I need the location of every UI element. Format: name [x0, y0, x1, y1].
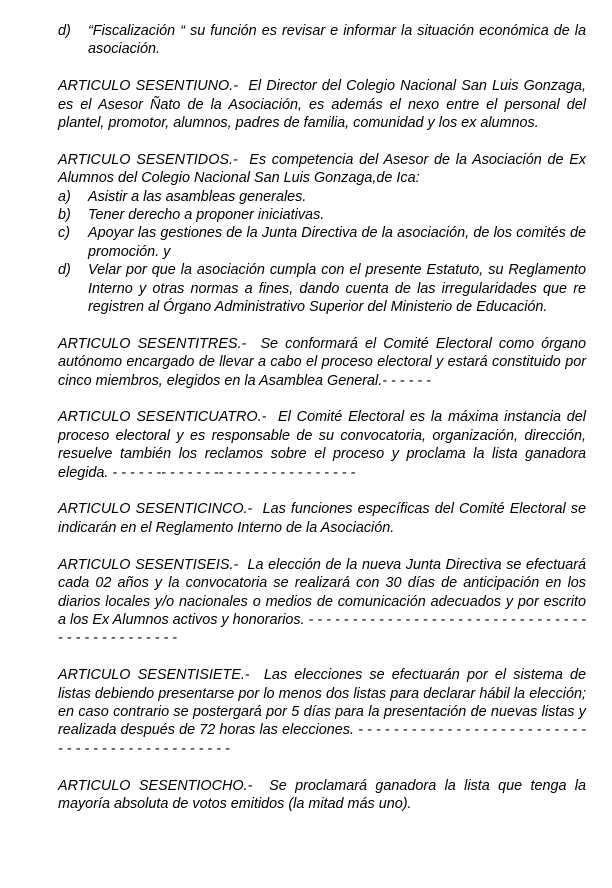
article-sesentidos — [58, 151, 586, 317]
list-marker: a) — [58, 188, 71, 205]
list-item — [58, 224, 586, 261]
article-sesentiuno — [58, 77, 586, 132]
article-paragraph — [58, 408, 586, 482]
list-marker: d) — [58, 262, 71, 279]
article-sesenticuatro — [58, 408, 586, 482]
article-paragraph — [58, 556, 586, 648]
article-sesentisiete — [58, 666, 586, 758]
article-heading: ARTICULO SESENTISIETE.- — [58, 667, 250, 684]
article-heading: ARTICULO SESENTIOCHO.- — [58, 777, 253, 794]
article-paragraph — [58, 335, 586, 390]
list-item-text: Apoyar las gestiones de la Junta Directiva de la asociación, de los comités de promoción. y — [88, 225, 586, 260]
list-marker: c) — [58, 225, 70, 242]
document-page — [58, 22, 586, 832]
article-sesenticinco — [58, 500, 586, 537]
article-text: Las funciones específicas del Comité Electoral se indicarán en el Reglamento Interno de la Asociación. — [58, 501, 587, 536]
article-sesentiocho — [58, 777, 586, 814]
list-item — [58, 206, 586, 224]
list-item-text: “Fiscalización “ su función es revisar e informar la situación económica de la asociación. — [88, 23, 586, 58]
article-text: Se conformará el Comité Electoral como órgano autónomo encargado de llevar a cabo el proceso electoral y estará constituido por cinco miembros, elegidos en la Asamblea General.- - - - - - — [58, 335, 586, 389]
article-heading: ARTICULO SESENTITRES.- — [58, 335, 247, 352]
list-item-text: Asistir a las asambleas generales. — [88, 188, 307, 205]
article-text: El Comité Electoral es la máxima instancia del proceso electoral y es responsable de su convocatoria, organización, dirección, resuelve también los reclamos sobre el proceso y proclama la lista ganadora elegida. - - - - - -- - - - - - -- - - - - - - - - - - - - - - - — [58, 409, 586, 481]
list-marker: d) — [58, 23, 71, 39]
list-marker: b) — [58, 207, 71, 224]
article-paragraph — [58, 666, 586, 758]
intro-list-item — [58, 22, 586, 59]
article-text: La elección de la nueva Junta Directiva se efectuará cada 02 años y la convocatoria se realizará con 30 días de anticipación en los diarios locales y/o nacionales o medios de comunicación adecuados y por escrito a los Ex Alumnos activos y honorarios. - - - - - - - - - - - - - - - - - - - - - - - - - - - - - - - - - - - - - - - - - - - - - - — [58, 556, 586, 647]
article-paragraph — [58, 151, 586, 188]
article-sesentitres — [58, 335, 586, 390]
article-heading: ARTICULO SESENTISEIS.- — [58, 556, 239, 573]
article-heading: ARTICULO SESENTICUATRO.- — [58, 409, 267, 426]
article-text: El Director del Colegio Nacional San Luis Gonzaga, es el Asesor Ñato de la Asociación, es además el nexo entre el personal del plantel, promotor, alumnos, padres de familia, comunidad y los ex alumnos. — [58, 78, 586, 132]
article-text: Las elecciones se efectuarán por el sistema de listas debiendo presentarse por lo menos dos listas para declarar hábil la elección; en caso contrario se postergará por 5 días para la presentación de nuevas listas y realizada después de 72 horas las elecciones. - - - - - - - - - - - - - - - - - - - - - - - - - - - - - - - - - - - - - - - - - - - - - - — [58, 667, 586, 757]
article-paragraph — [58, 77, 586, 132]
article-heading: ARTICULO SESENTICINCO.- — [58, 501, 253, 518]
list-item — [58, 188, 586, 206]
list-item-text: Velar por que la asociación cumpla con el presente Estatuto, su Reglamento Interno y otras normas a fines, dando cuenta de las irregularidades que re registren al Órgano Administrativo Superior del Ministerio de Educación. — [88, 262, 586, 316]
article-heading: ARTICULO SESENTIUNO.- — [58, 78, 239, 95]
article-paragraph — [58, 500, 586, 537]
article-sesentiseis — [58, 556, 586, 648]
article-text: Es competencia del Asesor de la Asociación de Ex Alumnos del Colegio Nacional San Luis Gonzaga,de Ica: — [58, 151, 586, 187]
article-paragraph — [58, 777, 586, 814]
list-item-text: Tener derecho a proponer iniciativas. — [88, 207, 325, 224]
list-item — [58, 261, 586, 316]
article-text: Se proclamará ganadora la lista que tenga la mayoría absoluta de votos emitidos (la mitad más uno). — [58, 777, 587, 812]
article-heading: ARTICULO SESENTIDOS.- — [58, 151, 238, 168]
